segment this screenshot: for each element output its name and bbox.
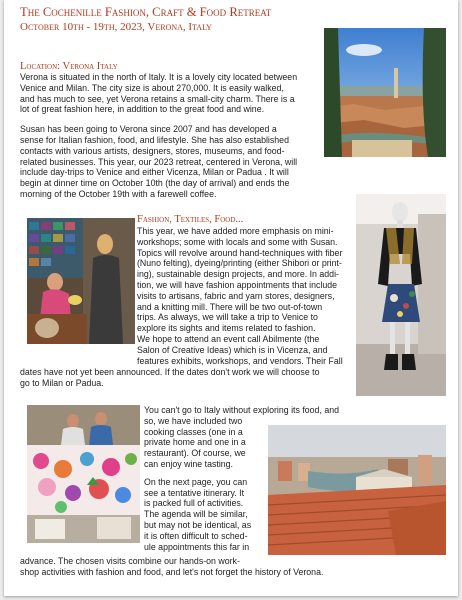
text-line: Susan has been going to Verona since 2007 and has developed a: [20, 124, 277, 135]
text-line: We hope to attend an event call Abilmente (the: [137, 333, 320, 344]
text-line: advance. The chosen visits combine our hands-on work-: [20, 556, 240, 566]
text-line: dates have not yet been announced. If the dates don't work we will choose to: [20, 367, 320, 377]
fabric-printing-photo: [27, 405, 140, 543]
text-line: but may not be identical, as: [144, 519, 252, 530]
text-line: contacts with various artists, designers, stores, museums, and food-: [20, 145, 285, 156]
text-line: can enjoy wine tasting.: [144, 458, 233, 469]
text-line: and has much to see, yet Verona retains a small-city charm. There is a: [20, 93, 295, 104]
text-line: it is often difficult to sched-: [144, 530, 248, 541]
text-line: features exhibits, workshops, and vendors. Their Fall: [137, 355, 343, 366]
text-line: is packed full of activities.: [144, 498, 244, 509]
text-line: and a knitting mill. There will be two out-of-town: [137, 301, 323, 312]
text-line: related businesses. This year, our 2023 retreat, centered in Verona, will: [20, 156, 298, 167]
yarn-shop-photo: [27, 218, 135, 344]
text-line: Venice and Milan. The city size is about 270,000. It is easily walked,: [20, 82, 284, 93]
text-line: workshops; some with locals and some with Susan.: [137, 236, 338, 247]
text-line: shop activities with fashion and food, and let's not forget the history of Verona.: [20, 566, 324, 577]
location-text: [20, 72, 320, 206]
text-line: go to Milan or Padua.: [20, 377, 104, 388]
fashion-heading: Fashion, Textiles, Food...: [137, 214, 244, 225]
text-line: ule appointments this far in: [144, 541, 250, 552]
text-line: begin at dinner time on October 10th (the day of arrival) and ends the: [20, 178, 290, 189]
text-line: Verona is situated in the north of Italy. It is a lovely city located between: [20, 72, 298, 82]
text-line: The agenda will be similar,: [144, 509, 248, 520]
page-title: The Cochenille Fashion, Craft & Food Retreat: [20, 5, 272, 19]
food-text: [144, 405, 359, 559]
text-line: lot of great fashion here, in addition to the great food and wine.: [20, 104, 265, 115]
verona-city-view-photo: [324, 28, 446, 157]
text-line: Topics will revolve around hand-techniques with fiber: [137, 247, 343, 258]
location-heading: Location: Verona Italy: [20, 61, 118, 72]
text-line: private home and one in a: [144, 437, 246, 448]
text-line: ing), sustainable design projects, and more. In addi-: [137, 269, 339, 280]
text-line: This year, we have added more emphasis on mini-: [137, 226, 334, 236]
text-line: restaurant). Of course, we: [144, 448, 246, 459]
text-line: You can't go to Italy without exploring its food, and: [144, 405, 340, 415]
text-line: tion, we will have fashion appointments that include: [137, 279, 338, 290]
text-line: include day-trips to Venice and either Vicenza, Milan or Padua . It will: [20, 167, 289, 178]
text-line: visits to artisans, fabric and yarn stores, designers,: [137, 290, 335, 301]
text-line: so, we have included two: [144, 415, 243, 426]
text-line: On the next page, you can: [144, 476, 248, 487]
text-line: morning of the October 19th with a farewell coffee.: [20, 188, 217, 199]
text-line: (Nuno felting), dyeing/printing (either Shibori or print-: [137, 258, 342, 269]
fashion-text-tail: [20, 367, 356, 389]
page-dates: October 10th - 19th, 2023, Verona, Italy: [20, 21, 212, 33]
text-line: explore its sights and items related to fashion.: [137, 323, 316, 334]
mannequin-fashion-photo: [356, 194, 446, 396]
retreat-flyer-page: [4, 0, 458, 596]
text-line: sense for Italian fashion, food, and lifestyle. She has also established: [20, 134, 289, 145]
text-line: cooking classes (one in a: [144, 426, 243, 437]
food-text-tail: [20, 556, 450, 578]
fashion-text: [137, 226, 355, 366]
text-line: see a tentative itinerary. It: [144, 487, 245, 498]
text-line: trips. As always, we will take a trip to Venice to: [137, 312, 318, 323]
text-line: Salon of Creative Ideas) which is in Vicenza, and: [137, 344, 328, 355]
